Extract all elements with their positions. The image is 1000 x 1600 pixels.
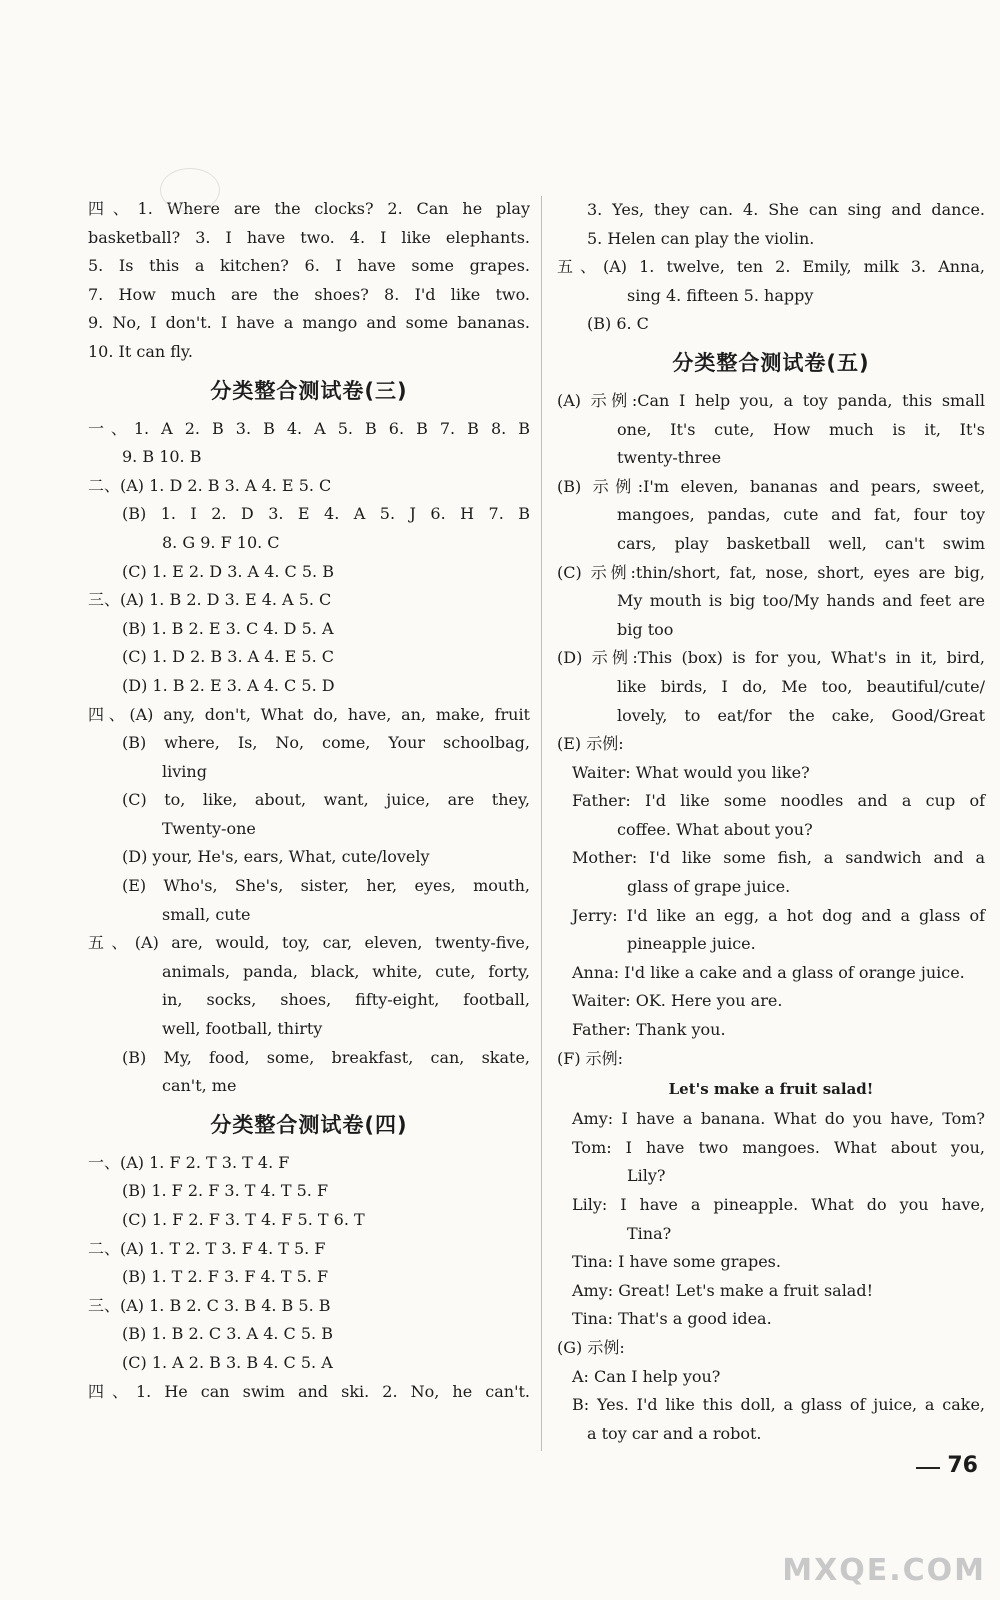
dialogue-line: B: Yes. I'd like this doll, a glass of juice, a cake, — [572, 1395, 985, 1415]
answer-line: 3. Yes, they can. 4. She can sing and dance. — [587, 200, 985, 219]
answer-line: big too — [617, 619, 674, 639]
dialogue-line: Amy: Great! Let's make a fruit salad! — [572, 1280, 874, 1300]
dialogue-line: Tina? — [627, 1223, 672, 1243]
dialogue-line: coffee. What about you? — [617, 819, 813, 839]
dialogue-line: Lily? — [627, 1166, 666, 1186]
section-title: 分类整合测试卷(四) — [210, 1112, 408, 1137]
answer-line: lovely, to eat/for the cake, Good/Great — [617, 705, 985, 725]
answer-line: basketball? 3. I have two. 4. I like elephants. — [88, 227, 530, 247]
answer-line: small, cute — [162, 904, 251, 924]
answer-line: (C) to, like, about, want, juice, are they, — [122, 790, 530, 810]
answer-line: twenty-three — [617, 448, 722, 468]
answer-line: (C) 示例:thin/short, fat, nose, short, eyes are big, — [557, 562, 985, 582]
answer-line: animals, panda, black, white, cute, forty, — [162, 961, 530, 981]
answer-line: (A) 示例:Can I help you, a toy panda, this small — [557, 390, 985, 410]
section-title: 分类整合测试卷(五) — [672, 350, 870, 375]
page-number-dash — [916, 1467, 940, 1469]
dialogue-line: Amy: I have a banana. What do you have, Tom? — [572, 1109, 985, 1129]
answer-line: (B) 6. C — [587, 314, 649, 334]
answer-line: 7. How much are the shoes? 8. I'd like two. — [88, 284, 530, 304]
dialogue-line: Mother: I'd like some fish, a sandwich and a — [572, 848, 985, 868]
watermark-logo: MXQE.COM — [782, 1553, 986, 1588]
answer-line: 五、(A) 1. twelve, ten 2. Emily, milk 3. Anna, — [557, 257, 985, 277]
answer-line: 五、(A) are, would, toy, car, eleven, twenty-five, — [88, 933, 530, 953]
answer-line: 二、(A) 1. D 2. B 3. A 4. E 5. C — [88, 475, 332, 495]
answer-line: 三、(A) 1. B 2. C 3. B 4. B 5. B — [88, 1295, 331, 1315]
answer-line: living — [162, 761, 207, 781]
answer-line: 一、(A) 1. F 2. T 3. T 4. F — [88, 1152, 290, 1172]
answer-line: Twenty-one — [162, 818, 256, 838]
answer-line: one, It's cute, How much is it, It's — [617, 419, 985, 439]
dialogue-line: Lily: I have a pineapple. What do you have, — [572, 1195, 985, 1214]
dialogue-line: pineapple juice. — [627, 934, 756, 954]
answer-line: 二、(A) 1. T 2. T 3. F 4. T 5. F — [88, 1238, 326, 1258]
answer-line: (G) 示例: — [557, 1337, 625, 1357]
dialogue-line: Tina: That's a good idea. — [572, 1309, 772, 1329]
right-column — [557, 196, 985, 1448]
answer-line: in, socks, shoes, fifty-eight, football, — [162, 990, 530, 1010]
answer-line: well, football, thirty — [162, 1019, 323, 1039]
answer-line: (B) where, Is, No, come, Your schoolbag, — [122, 733, 530, 753]
dialogue-line: glass of grape juice. — [627, 877, 791, 897]
answer-line: sing 4. fifteen 5. happy — [627, 285, 814, 305]
dialogue-line: a toy car and a robot. — [587, 1423, 762, 1443]
page-number: 76 — [947, 1453, 978, 1478]
column-divider — [541, 196, 542, 1451]
dialogue-line: Tina: I have some grapes. — [572, 1252, 781, 1272]
answer-line: (B) 1. B 2. E 3. C 4. D 5. A — [122, 618, 334, 638]
dialogue-line: Waiter: What would you like? — [572, 762, 810, 782]
answer-line: (B) 1. F 2. F 3. T 4. T 5. F — [122, 1181, 329, 1201]
answer-line: (B) 1. I 2. D 3. E 4. A 5. J 6. H 7. B — [122, 504, 530, 524]
dialogue-line: Tom: I have two mangoes. What about you, — [572, 1137, 985, 1157]
answer-line: (D) your, He's, ears, What, cute/lovely — [122, 847, 430, 867]
answer-line: 四、(A) any, don't, What do, have, an, make, fruit — [88, 704, 530, 724]
answer-line: 9. No, I don't. I have a mango and some bananas. — [88, 313, 530, 333]
answer-line: 5. Helen can play the violin. — [587, 228, 815, 248]
answer-line: (E) Who's, She's, sister, her, eyes, mouth, — [122, 876, 530, 896]
answer-line: 8. G 9. F 10. C — [162, 532, 280, 552]
dialogue-title: Let's make a fruit salad! — [668, 1080, 874, 1099]
answer-line: like birds, I do, Me too, beautiful/cute/ — [617, 676, 985, 696]
answer-line: 四、1. He can swim and ski. 2. No, he can't. — [88, 1381, 530, 1401]
answer-line: (D) 1. B 2. E 3. A 4. C 5. D — [122, 675, 335, 695]
answer-line: (C) 1. D 2. B 3. A 4. E 5. C — [122, 647, 334, 667]
answer-line: 9. B 10. B — [122, 447, 202, 467]
answer-line: 四、1. Where are the clocks? 2. Can he play — [88, 199, 530, 218]
dialogue-line: Jerry: I'd like an egg, a hot dog and a glass of — [572, 905, 985, 925]
answer-line: 10. It can fly. — [88, 341, 193, 361]
answer-line: 一、1. A 2. B 3. B 4. A 5. B 6. B 7. B 8. B — [88, 418, 530, 438]
answer-line: (C) 1. A 2. B 3. B 4. C 5. A — [122, 1352, 333, 1372]
answer-line: (C) 1. E 2. D 3. A 4. C 5. B — [122, 561, 334, 581]
answer-line: (B) 示例:I'm eleven, bananas and pears, sweet, — [557, 476, 985, 496]
answer-line: (B) 1. T 2. F 3. F 4. T 5. F — [122, 1267, 329, 1287]
answer-line: (B) My, food, some, breakfast, can, skate, — [122, 1047, 530, 1067]
answer-line: cars, play basketball well, can't swim — [617, 533, 985, 553]
left-column — [88, 195, 530, 1406]
answer-line: 5. Is this a kitchen? 6. I have some grapes. — [88, 256, 530, 276]
answer-line: My mouth is big too/My hands and feet are — [617, 591, 985, 611]
answer-line: (D) 示例:This (box) is for you, What's in it, bird, — [557, 648, 985, 668]
answer-line: mangoes, pandas, cute and fat, four toy — [617, 505, 985, 525]
answer-line: (F) 示例: — [557, 1048, 624, 1068]
dialogue-line: Father: Thank you. — [572, 1020, 726, 1040]
dialogue-line: Father: I'd like some noodles and a cup of — [572, 791, 985, 811]
answer-line: (E) 示例: — [557, 734, 624, 754]
section-title: 分类整合测试卷(三) — [210, 378, 408, 403]
answer-line: can't, me — [162, 1076, 237, 1096]
answer-line: (C) 1. F 2. F 3. T 4. F 5. T 6. T — [122, 1210, 365, 1229]
dialogue-line: Waiter: OK. Here you are. — [572, 991, 783, 1011]
answer-line: (B) 1. B 2. C 3. A 4. C 5. B — [122, 1324, 333, 1344]
dialogue-line: Anna: I'd like a cake and a glass of orange juice. — [572, 962, 965, 982]
faded-stamp — [160, 168, 220, 212]
dialogue-line: A: Can I help you? — [572, 1366, 721, 1386]
answer-line: 三、(A) 1. B 2. D 3. E 4. A 5. C — [88, 590, 332, 610]
